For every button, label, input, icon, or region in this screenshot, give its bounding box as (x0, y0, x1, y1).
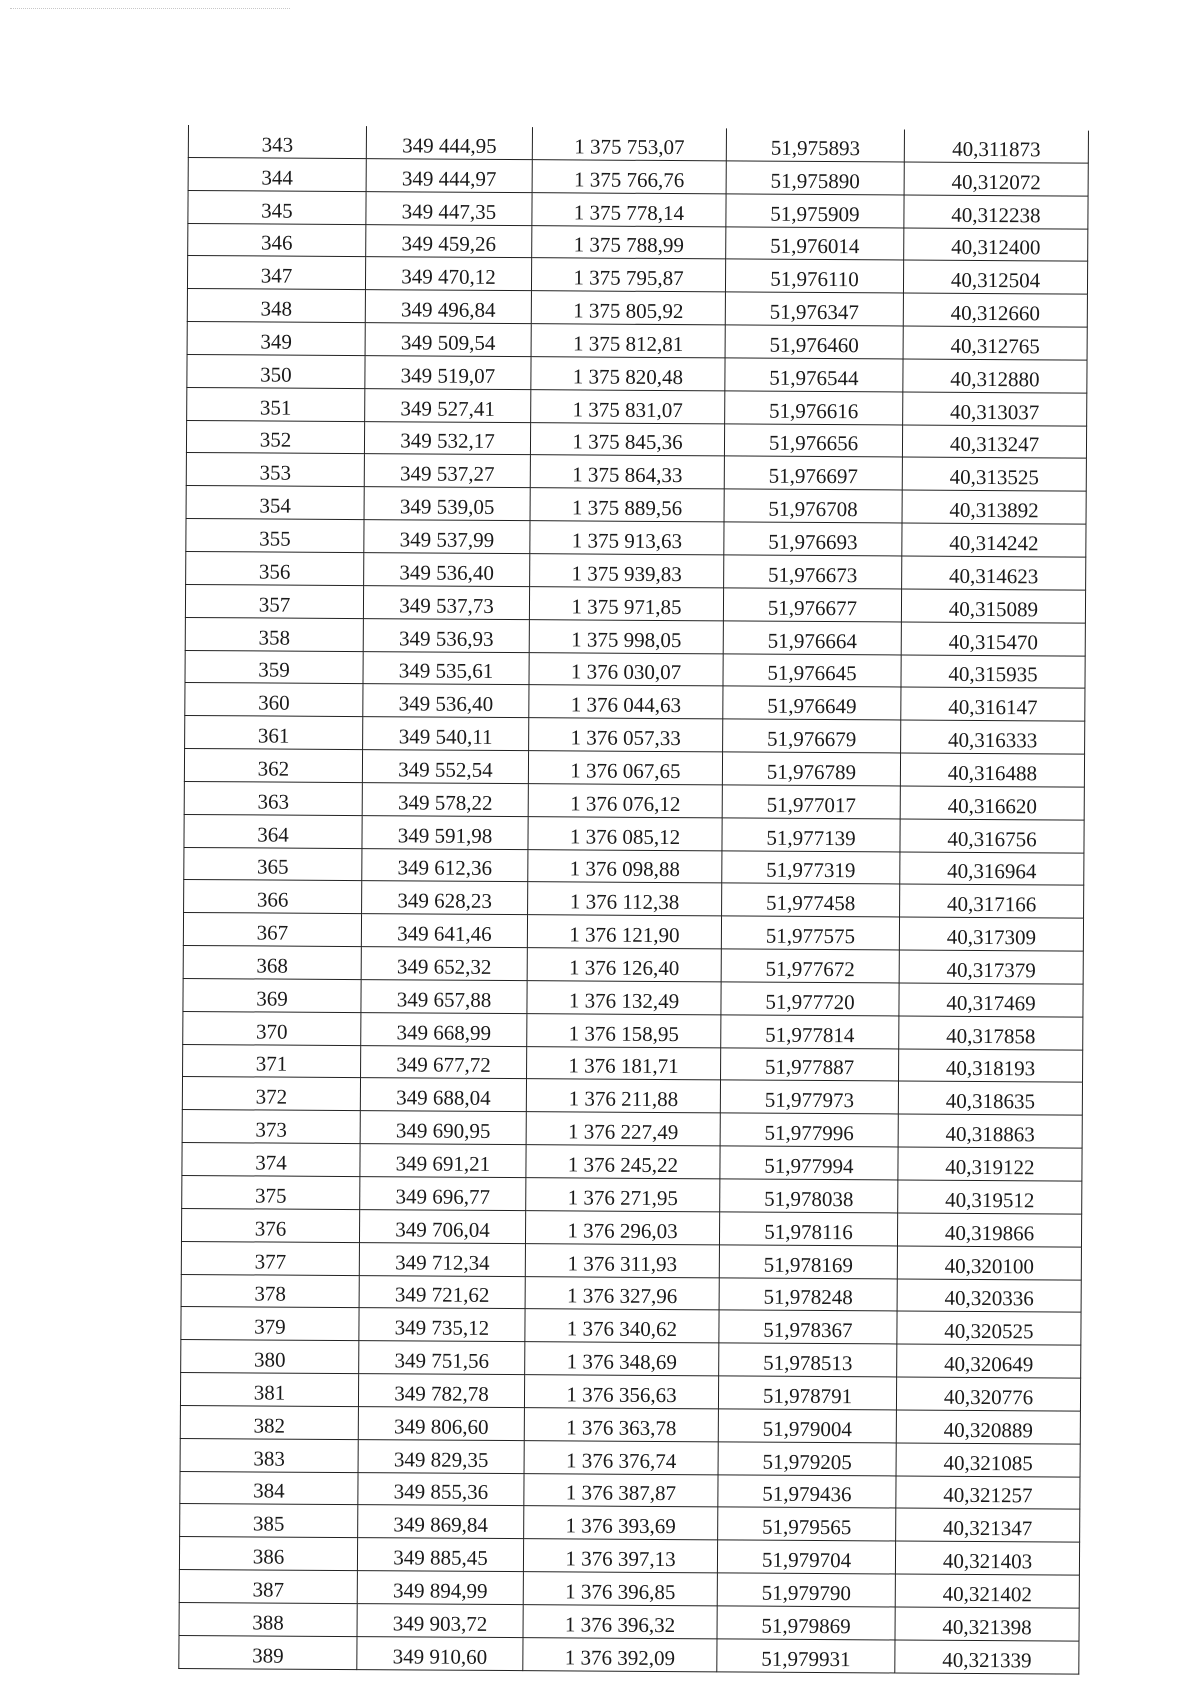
y-coordinate-cell: 1 376 098,88 (528, 849, 722, 883)
y-coordinate-cell: 1 375 971,85 (529, 586, 723, 620)
x-coordinate-cell: 349 612,36 (362, 848, 528, 882)
longitude-cell: 40,321339 (895, 1640, 1079, 1674)
y-coordinate-cell: 1 375 778,14 (532, 192, 726, 226)
latitude-cell: 51,977017 (722, 785, 900, 819)
point-number-cell: 361 (185, 716, 363, 750)
x-coordinate-cell: 349 540,11 (363, 717, 529, 751)
latitude-cell: 51,975890 (726, 161, 904, 195)
x-coordinate-cell: 349 641,46 (361, 914, 527, 948)
longitude-cell: 40,316488 (900, 753, 1084, 787)
x-coordinate-cell: 349 459,26 (366, 224, 532, 258)
latitude-cell: 51,976693 (724, 522, 902, 556)
latitude-cell: 51,978791 (718, 1376, 896, 1410)
latitude-cell: 51,976673 (724, 555, 902, 589)
longitude-cell: 40,319866 (897, 1213, 1081, 1247)
longitude-cell: 40,319122 (898, 1147, 1082, 1181)
y-coordinate-cell: 1 376 311,93 (525, 1243, 719, 1277)
x-coordinate-cell: 349 690,95 (360, 1111, 526, 1145)
longitude-cell: 40,312765 (903, 326, 1087, 360)
x-coordinate-cell: 349 591,98 (362, 815, 528, 849)
y-coordinate-cell: 1 376 126,40 (527, 948, 721, 982)
y-coordinate-cell: 1 376 030,07 (529, 652, 723, 686)
latitude-cell: 51,976649 (723, 686, 901, 720)
latitude-cell: 51,976677 (723, 588, 901, 622)
longitude-cell: 40,320525 (897, 1311, 1081, 1345)
x-coordinate-cell: 349 578,22 (362, 782, 528, 816)
point-number-cell: 384 (180, 1471, 358, 1505)
y-coordinate-cell: 1 375 795,87 (531, 258, 725, 292)
x-coordinate-cell: 349 910,60 (357, 1636, 523, 1670)
point-number-cell: 386 (179, 1537, 357, 1571)
table-row (179, 1635, 1079, 1673)
longitude-cell: 40,313247 (902, 425, 1086, 459)
y-coordinate-cell: 1 376 327,96 (525, 1276, 719, 1310)
y-coordinate-cell: 1 375 998,05 (529, 619, 723, 653)
latitude-cell: 51,976347 (725, 292, 903, 326)
longitude-cell: 40,312880 (903, 359, 1087, 393)
x-coordinate-cell: 349 735,12 (359, 1308, 525, 1342)
longitude-cell: 40,312238 (904, 195, 1088, 229)
latitude-cell: 51,975909 (726, 194, 904, 228)
point-number-cell: 344 (188, 157, 366, 191)
longitude-cell: 40,312660 (903, 293, 1087, 327)
latitude-cell: 51,979436 (718, 1474, 896, 1508)
point-number-cell: 368 (183, 946, 361, 980)
latitude-cell: 51,977996 (720, 1113, 898, 1147)
point-number-cell: 347 (187, 256, 365, 290)
point-number-cell: 350 (187, 354, 365, 388)
y-coordinate-cell: 1 376 271,95 (526, 1178, 720, 1212)
x-coordinate-cell: 349 855,36 (358, 1472, 524, 1506)
longitude-cell: 40,315470 (901, 622, 1085, 656)
y-coordinate-cell: 1 376 387,87 (524, 1473, 718, 1507)
longitude-cell: 40,318635 (898, 1081, 1082, 1115)
longitude-cell: 40,312400 (904, 228, 1088, 262)
y-coordinate-cell: 1 375 805,92 (531, 291, 725, 325)
point-number-cell: 355 (186, 519, 364, 553)
x-coordinate-cell: 349 652,32 (361, 947, 527, 981)
x-coordinate-cell: 349 806,60 (358, 1407, 524, 1441)
latitude-cell: 51,977887 (721, 1047, 899, 1081)
x-coordinate-cell: 349 903,72 (357, 1604, 523, 1638)
point-number-cell: 374 (182, 1143, 360, 1177)
longitude-cell: 40,312072 (904, 162, 1088, 196)
longitude-cell: 40,321257 (896, 1476, 1080, 1510)
x-coordinate-cell: 349 536,93 (363, 618, 529, 652)
longitude-cell: 40,318193 (899, 1049, 1083, 1083)
point-number-cell: 358 (185, 617, 363, 651)
x-coordinate-cell: 349 628,23 (362, 881, 528, 915)
longitude-cell: 40,316756 (900, 819, 1084, 853)
y-coordinate-cell: 1 376 397,13 (523, 1539, 717, 1573)
y-coordinate-cell: 1 375 889,56 (530, 488, 724, 522)
scan-artifact (10, 8, 290, 10)
x-coordinate-cell: 349 657,88 (361, 980, 527, 1014)
x-coordinate-cell: 349 894,99 (357, 1571, 523, 1605)
y-coordinate-cell: 1 376 044,63 (529, 685, 723, 719)
latitude-cell: 51,977994 (720, 1146, 898, 1180)
point-number-cell: 371 (183, 1044, 361, 1078)
y-coordinate-cell: 1 376 363,78 (524, 1408, 718, 1442)
point-number-cell: 379 (181, 1307, 359, 1341)
latitude-cell: 51,977139 (722, 818, 900, 852)
point-number-cell: 352 (186, 420, 364, 454)
x-coordinate-cell: 349 470,12 (365, 257, 531, 291)
x-coordinate-cell: 349 532,17 (364, 421, 530, 455)
x-coordinate-cell: 349 706,04 (359, 1209, 525, 1243)
longitude-cell: 40,315089 (901, 589, 1085, 623)
longitude-cell: 40,316964 (900, 852, 1084, 886)
x-coordinate-cell: 349 536,40 (364, 553, 530, 587)
y-coordinate-cell: 1 376 376,74 (524, 1440, 718, 1474)
x-coordinate-cell: 349 535,61 (363, 651, 529, 685)
latitude-cell: 51,976460 (725, 325, 903, 359)
point-number-cell: 373 (182, 1110, 360, 1144)
longitude-cell: 40,321347 (896, 1508, 1080, 1542)
latitude-cell: 51,978038 (720, 1179, 898, 1213)
y-coordinate-cell: 1 376 245,22 (526, 1145, 720, 1179)
y-coordinate-cell: 1 376 396,85 (523, 1572, 717, 1606)
x-coordinate-cell: 349 537,99 (364, 520, 530, 554)
latitude-cell: 51,978248 (719, 1277, 897, 1311)
y-coordinate-cell: 1 376 076,12 (528, 784, 722, 818)
latitude-cell: 51,976645 (723, 653, 901, 687)
point-number-cell: 349 (187, 322, 365, 356)
point-number-cell: 389 (179, 1635, 357, 1669)
latitude-cell: 51,975893 (726, 128, 904, 161)
y-coordinate-cell: 1 375 845,36 (530, 422, 724, 456)
longitude-cell: 40,318863 (898, 1114, 1082, 1148)
longitude-cell: 40,317858 (899, 1016, 1083, 1050)
x-coordinate-cell: 349 829,35 (358, 1439, 524, 1473)
y-coordinate-cell: 1 375 766,76 (532, 160, 726, 194)
point-number-cell: 360 (185, 683, 363, 717)
point-number-cell: 364 (184, 814, 362, 848)
x-coordinate-cell: 349 509,54 (365, 323, 531, 357)
x-coordinate-cell: 349 782,78 (358, 1374, 524, 1408)
y-coordinate-cell: 1 376 348,69 (525, 1342, 719, 1376)
y-coordinate-cell: 1 376 227,49 (526, 1112, 720, 1146)
latitude-cell: 51,977720 (721, 982, 899, 1016)
y-coordinate-cell: 1 375 939,83 (530, 554, 724, 588)
longitude-cell: 40,316333 (901, 720, 1085, 754)
latitude-cell: 51,979704 (717, 1540, 895, 1574)
point-number-cell: 376 (181, 1208, 359, 1242)
latitude-cell: 51,978367 (719, 1310, 897, 1344)
point-number-cell: 348 (187, 289, 365, 323)
point-number-cell: 343 (188, 125, 366, 158)
point-number-cell: 382 (180, 1405, 358, 1439)
y-coordinate-cell: 1 376 340,62 (525, 1309, 719, 1343)
point-number-cell: 387 (179, 1570, 357, 1604)
y-coordinate-cell: 1 375 753,07 (532, 127, 726, 161)
point-number-cell: 365 (184, 847, 362, 881)
y-coordinate-cell: 1 376 211,88 (526, 1079, 720, 1113)
longitude-cell: 40,321398 (895, 1607, 1079, 1641)
longitude-cell: 40,313037 (903, 392, 1087, 426)
longitude-cell: 40,314242 (902, 523, 1086, 557)
latitude-cell: 51,976014 (726, 226, 904, 260)
x-coordinate-cell: 349 527,41 (365, 388, 531, 422)
point-number-cell: 369 (183, 978, 361, 1012)
longitude-cell: 40,320889 (896, 1410, 1080, 1444)
point-number-cell: 381 (180, 1373, 358, 1407)
y-coordinate-cell: 1 376 112,38 (528, 882, 722, 916)
y-coordinate-cell: 1 376 396,32 (523, 1605, 717, 1639)
longitude-cell: 40,320100 (897, 1246, 1081, 1280)
x-coordinate-cell: 349 537,73 (363, 585, 529, 619)
y-coordinate-cell: 1 375 831,07 (531, 389, 725, 423)
longitude-cell: 40,317166 (900, 884, 1084, 918)
x-coordinate-cell: 349 444,95 (366, 126, 532, 159)
latitude-cell: 51,976544 (725, 358, 903, 392)
longitude-cell: 40,313892 (902, 490, 1086, 524)
y-coordinate-cell: 1 375 788,99 (532, 225, 726, 259)
point-number-cell: 378 (181, 1274, 359, 1308)
point-number-cell: 370 (183, 1011, 361, 1045)
point-number-cell: 385 (180, 1504, 358, 1538)
x-coordinate-cell: 349 688,04 (360, 1078, 526, 1112)
latitude-cell: 51,977814 (721, 1015, 899, 1049)
point-number-cell: 356 (186, 551, 364, 585)
latitude-cell: 51,976656 (724, 423, 902, 457)
longitude-cell: 40,316147 (901, 687, 1085, 721)
y-coordinate-cell: 1 376 393,69 (524, 1506, 718, 1540)
point-number-cell: 366 (184, 880, 362, 914)
point-number-cell: 351 (187, 387, 365, 421)
x-coordinate-cell: 349 536,40 (363, 684, 529, 718)
latitude-cell: 51,979790 (717, 1573, 895, 1607)
latitude-cell: 51,976616 (725, 391, 903, 425)
latitude-cell: 51,976697 (724, 456, 902, 490)
x-coordinate-cell: 349 721,62 (359, 1275, 525, 1309)
latitude-cell: 51,976110 (725, 259, 903, 293)
x-coordinate-cell: 349 869,84 (358, 1505, 524, 1539)
longitude-cell: 40,320776 (896, 1377, 1080, 1411)
point-number-cell: 363 (184, 781, 362, 815)
y-coordinate-cell: 1 376 296,03 (525, 1210, 719, 1244)
x-coordinate-cell: 349 751,56 (359, 1341, 525, 1375)
x-coordinate-cell: 349 677,72 (361, 1045, 527, 1079)
point-number-cell: 377 (181, 1241, 359, 1275)
point-number-cell: 353 (186, 453, 364, 487)
y-coordinate-cell: 1 375 864,33 (530, 455, 724, 489)
y-coordinate-cell: 1 376 085,12 (528, 816, 722, 850)
latitude-cell: 51,979931 (717, 1639, 895, 1673)
longitude-cell: 40,316620 (900, 786, 1084, 820)
latitude-cell: 51,978169 (719, 1245, 897, 1279)
longitude-cell: 40,321402 (895, 1574, 1079, 1608)
x-coordinate-cell: 349 537,27 (364, 454, 530, 488)
longitude-cell: 40,320336 (897, 1279, 1081, 1313)
y-coordinate-cell: 1 376 158,95 (527, 1013, 721, 1047)
x-coordinate-cell: 349 539,05 (364, 487, 530, 521)
latitude-cell: 51,978116 (719, 1212, 897, 1246)
longitude-cell: 40,317309 (899, 917, 1083, 951)
y-coordinate-cell: 1 376 356,63 (524, 1375, 718, 1409)
latitude-cell: 51,977575 (721, 916, 899, 950)
latitude-cell: 51,979205 (718, 1442, 896, 1476)
y-coordinate-cell: 1 376 067,65 (528, 751, 722, 785)
point-number-cell: 362 (184, 749, 362, 783)
latitude-cell: 51,979004 (718, 1409, 896, 1443)
x-coordinate-cell: 349 444,97 (366, 158, 532, 192)
x-coordinate-cell: 349 712,34 (359, 1242, 525, 1276)
x-coordinate-cell: 349 447,35 (366, 191, 532, 225)
point-number-cell: 372 (182, 1077, 360, 1111)
x-coordinate-cell: 349 668,99 (361, 1012, 527, 1046)
latitude-cell: 51,976664 (723, 621, 901, 655)
coordinates-table-body (179, 125, 1089, 1674)
latitude-cell: 51,978513 (719, 1343, 897, 1377)
point-number-cell: 380 (181, 1340, 359, 1374)
y-coordinate-cell: 1 376 181,71 (527, 1046, 721, 1080)
latitude-cell: 51,977458 (722, 883, 900, 917)
x-coordinate-cell: 349 552,54 (362, 750, 528, 784)
y-coordinate-cell: 1 376 132,49 (527, 981, 721, 1015)
x-coordinate-cell: 349 691,21 (360, 1144, 526, 1178)
point-number-cell: 359 (185, 650, 363, 684)
y-coordinate-cell: 1 375 913,63 (530, 521, 724, 555)
point-number-cell: 345 (188, 190, 366, 224)
longitude-cell: 40,315935 (901, 654, 1085, 688)
longitude-cell: 40,320649 (897, 1344, 1081, 1378)
longitude-cell: 40,319512 (898, 1180, 1082, 1214)
point-number-cell: 357 (185, 584, 363, 618)
latitude-cell: 51,979869 (717, 1606, 895, 1640)
point-number-cell: 388 (179, 1602, 357, 1636)
longitude-cell: 40,317379 (899, 950, 1083, 984)
longitude-cell: 40,313525 (902, 457, 1086, 491)
y-coordinate-cell: 1 375 812,81 (531, 324, 725, 358)
y-coordinate-cell: 1 376 121,90 (527, 915, 721, 949)
point-number-cell: 383 (180, 1438, 358, 1472)
x-coordinate-cell: 349 885,45 (357, 1538, 523, 1572)
longitude-cell: 40,311873 (904, 130, 1088, 163)
point-number-cell: 367 (183, 913, 361, 947)
coordinates-table (178, 125, 1089, 1674)
latitude-cell: 51,976708 (724, 489, 902, 523)
latitude-cell: 51,976679 (723, 719, 901, 753)
latitude-cell: 51,976789 (722, 752, 900, 786)
latitude-cell: 51,977319 (722, 850, 900, 884)
x-coordinate-cell: 349 696,77 (360, 1177, 526, 1211)
latitude-cell: 51,979565 (718, 1507, 896, 1541)
longitude-cell: 40,312504 (903, 260, 1087, 294)
point-number-cell: 375 (182, 1175, 360, 1209)
y-coordinate-cell: 1 376 392,09 (523, 1637, 717, 1671)
y-coordinate-cell: 1 376 057,33 (529, 718, 723, 752)
longitude-cell: 40,321085 (896, 1443, 1080, 1477)
longitude-cell: 40,314623 (902, 556, 1086, 590)
latitude-cell: 51,977973 (720, 1080, 898, 1114)
x-coordinate-cell: 349 496,84 (365, 290, 531, 324)
x-coordinate-cell: 349 519,07 (365, 356, 531, 390)
point-number-cell: 354 (186, 486, 364, 520)
longitude-cell: 40,317469 (899, 983, 1083, 1017)
y-coordinate-cell: 1 375 820,48 (531, 357, 725, 391)
longitude-cell: 40,321403 (895, 1541, 1079, 1575)
point-number-cell: 346 (188, 223, 366, 257)
latitude-cell: 51,977672 (721, 949, 899, 983)
